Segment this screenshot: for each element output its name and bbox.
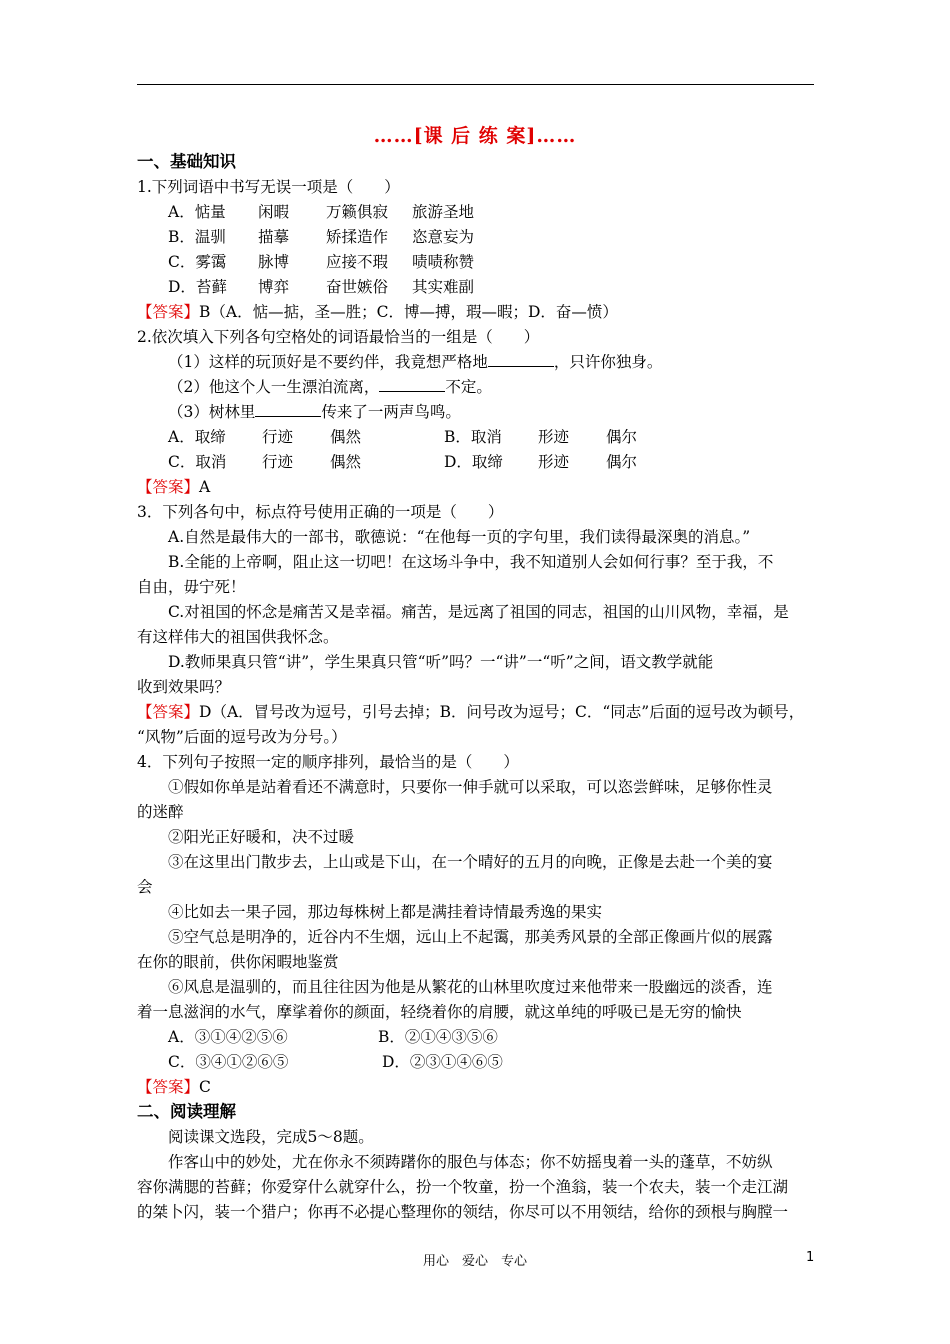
q1-option-c: C．雾霭 脉博 应接不瑕 啧啧称赞 [168,253,475,271]
q1-answer: 【答案】B（A．惦—掂，圣—胜；C．博—搏，瑕—暇；D．奋—愤） [137,303,618,321]
q4-item-5-line1: ⑤空气总是明净的，近谷内不生烟，远山上不起霭，那美秀风景的全部正像画片似的展露 [168,928,773,946]
q4-item-5-line2: 在你的眼前，供你闲暇地鉴赏 [137,953,339,971]
q2-sentence-1: （1）这样的玩顶好是不要约伴，我竟想严格地 ，只许你独身。 [168,353,663,371]
q4-item-2: ②阳光正好暖和，决不过暖 [168,828,355,846]
q1-option-b: B．温驯 描摹 矫揉造作 恣意妄为 [168,228,475,246]
q3-option-b-line1: B.全能的上帝啊，阻止这一切吧！在这场斗争中，我不知道别人会如何行事？至于我，不 [168,553,774,571]
q4-item-1-line2: 的迷醉 [137,803,184,821]
q1-option-a: A．惦量 闲暇 万籁俱寂 旅游圣地 [168,203,475,221]
q4-item-3-line2: 会 [137,878,153,896]
q2-options-ab: A．取缔 行迹 偶然 B．取消 形迹 偶尔 [168,428,638,446]
q4-item-3-line1: ③在这里出门散步去，上山或是下山，在一个晴好的五月的向晚，正像是去赴一个美的宴 [168,853,773,871]
q3-option-d-line1: D.教师果真只管“讲”，学生果真只管“听”吗？一“讲”一“听”之间，语文教学就能 [168,653,714,671]
q3-option-c-line1: C.对祖国的怀念是痛苦又是幸福。痛苦，是远离了祖国的同志，祖国的山川风物，幸福，是 [168,603,789,621]
footer-motto: 用心 爱心 专心 [422,1254,527,1269]
q3-option-a: A.自然是最伟大的一部书，歌德说：“在他每一页的字句里，我们读得最深奥的消息。” [168,528,751,546]
answer-tag: 【答案】 [137,703,200,721]
q1-stem: 1.下列词语中书写无误一项是（ ） [137,178,400,196]
q3-option-c-line2: 有这样伟大的祖国供我怀念。 [137,628,339,646]
section-heading-reading: 二、阅读理解 [137,1102,236,1121]
q3-answer-line1: 【答案】D（A．冒号改为逗号，引号去掉；B．问号改为逗号；C．“同志”后面的逗号改为顿号， [137,703,805,721]
reading-passage-line2: 容你满腮的苔藓；你爱穿什么就穿什么，扮一个牧童，扮一个渔翁，装一个农夫，装一个走江湖 [137,1178,789,1196]
q4-stem: 4．下列句子按照一定的顺序排列，最恰当的是（ ） [137,753,519,771]
q4-options-cd: C．③④①②⑥⑤ D．②③①④⑥⑤ [168,1053,503,1071]
answer-tag: 【答案】 [137,303,200,321]
reading-passage-line1: 作客山中的妙处，尤在你永不须踌躇你的服色与体态；你不妨摇曳着一头的蓬草，不妨纵 [168,1153,773,1171]
page-number: 1 [806,1250,815,1265]
q4-item-6-line2: 着一息滋润的水气，摩挲着你的颜面，轻绕着你的肩腰，就这单纯的呼吸已是无穷的愉快 [137,1003,742,1021]
q3-answer-line2: “风物”后面的逗号改为分号。） [137,728,347,746]
fill-blank [488,352,554,367]
answer-tag: 【答案】 [137,1078,200,1096]
fill-blank [255,402,321,417]
header-rule [137,84,814,85]
q1-option-d: D．苔藓 博弈 奋世嫉俗 其实难副 [168,278,475,296]
q4-item-6-line1: ⑥风息是温驯的，而且往往因为他是从繁花的山林里吹度过来他带来一股幽远的淡香，连 [168,978,773,996]
q2-stem: 2.依次填入下列各句空格处的词语最恰当的一组是（ ） [137,328,540,346]
q2-sentence-2: （2）他这个人一生漂泊流离， 不定。 [168,378,492,396]
fill-blank [379,377,445,392]
page-title: ……[课 后 练 案]…… [373,125,577,147]
q4-item-1-line1: ①假如你单是站着看还不满意时，只要你一伸手就可以采取，可以恣尝鲜味，足够你性灵 [168,778,773,796]
q3-option-b-line2: 自由，毋宁死！ [137,578,246,596]
reading-intro: 阅读课文选段，完成5～8题。 [168,1128,374,1146]
section-heading-basic: 一、基础知识 [137,152,236,171]
q2-answer: 【答案】A [137,478,211,496]
q2-sentence-3: （3）树林里 传来了一两声鸟鸣。 [168,403,461,421]
q4-options-ab: A．③①④②⑤⑥ B．②①④③⑤⑥ [168,1028,498,1046]
q3-option-d-line2: 收到效果吗？ [137,678,231,696]
q3-stem: 3．下列各句中，标点符号使用正确的一项是（ ） [137,503,504,521]
reading-passage-line3: 的桀卜闪，装一个猎户；你再不必提心整理你的领结，你尽可以不用领结，给你的颈根与胸膛一 [137,1203,789,1221]
q4-item-4: ④比如去一果子园，那边每株树上都是满挂着诗情最秀逸的果实 [168,903,603,921]
q4-answer: 【答案】C [137,1078,211,1096]
q2-options-cd: C．取消 行迹 偶然 D．取缔 形迹 偶尔 [168,453,638,471]
answer-tag: 【答案】 [137,478,200,496]
